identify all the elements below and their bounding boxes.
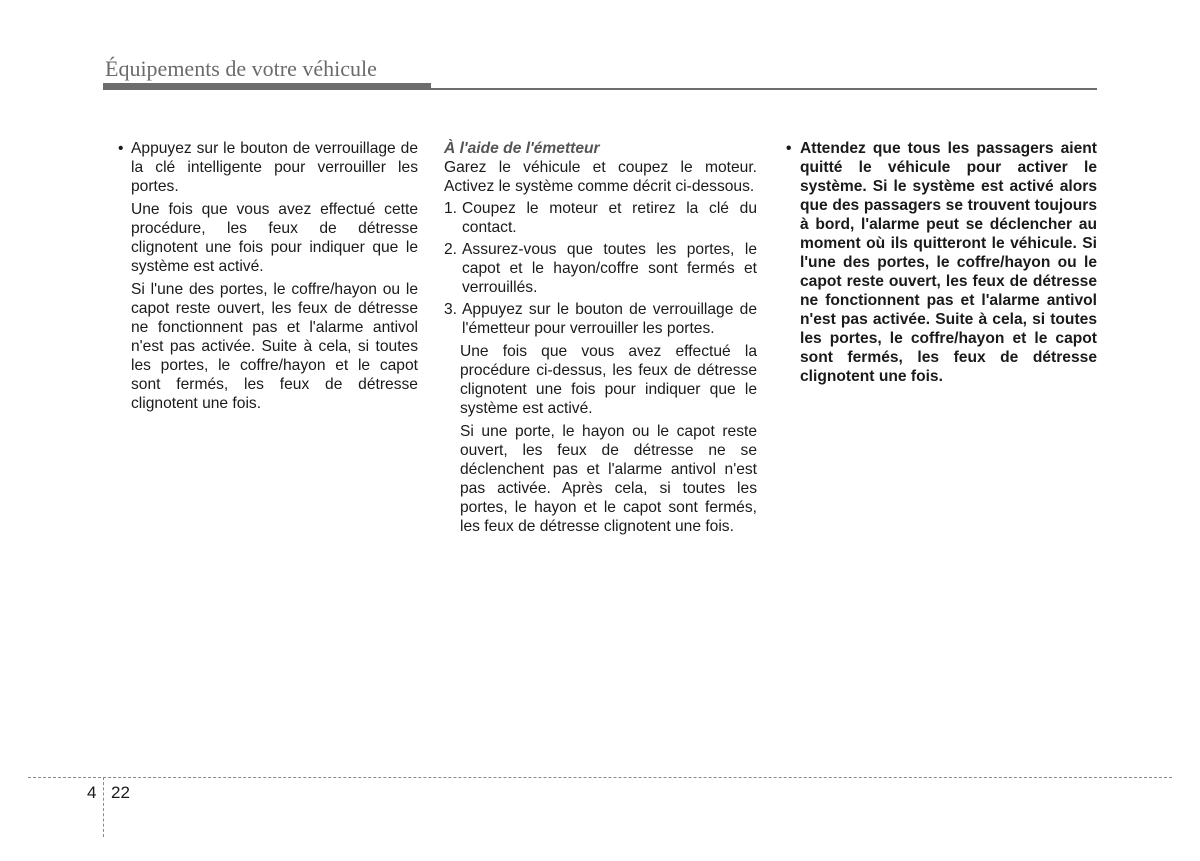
numbered-step [444,199,757,237]
intro-paragraph: Garez le véhicule et coupez le moteur. Activez le système comme décrit ci-dessous. [444,159,757,195]
chapter-number: 4 [87,783,97,802]
step-number: 3. [444,301,458,318]
paragraph: Une fois que vous avez effectué cette procédure, les feux de détresse clignotent une fois pour indiquer que le système est activé. [131,201,418,275]
section-heading: À l'aide de l'émetteur [444,140,600,157]
bullet-marker: • [118,140,124,157]
bullet-marker: • [786,140,792,157]
step-text: Appuyez sur le bouton de verrouillage de l'émetteur pour verrouiller les portes. [462,301,757,337]
header-rule-thick [103,83,431,90]
numbered-step [444,300,757,338]
paragraph: Si l'une des portes, le coffre/hayon ou le capot reste ouvert, les feux de détresse ne fonctionnent pas et l'alarme antivol n'est pas activée. Suite à cela, si toutes les portes, le coffre/hayon et le capot sont fermés, les feux de détresse clignotent une fois. [131,281,418,412]
step-text: Coupez le moteur et retirez la clé du contact. [462,200,757,236]
bullet-text: Appuyez sur le bouton de verrouillage de la clé intelligente pour verrouiller les portes. [131,140,418,195]
footer-rule [28,777,1172,778]
step-number: 2. [444,241,458,258]
bullet-item [118,139,418,196]
numbered-step [444,240,757,297]
page-title: Équipements de votre véhicule [105,56,377,81]
paragraph: Si une porte, le hayon ou le capot reste ouvert, les feux de détresse ne se déclenchent pas et l'alarme antivol n'est pas activée. Après cela, si toutes les portes, le hayon et le capot sont fermés, les feux de détresse clignotent une fois. [460,423,757,535]
bullet-text: Attendez que tous les passagers aient quitté le véhicule pour activer le système. Si le système est activé alors que des passagers se trouvent toujours à bord, l'alarme peut se déclencher au moment où ils quitteront le véhicule. Si l'une des portes, le coffre/hayon ou le capot reste ouvert, les feux de détresse ne fonctionnent pas et l'alarme antivol n'est pas activée. Suite à cela, si toutes les portes, le coffre/hayon et le capot sont fermés, les feux de détresse clignotent une fois. [800,140,1097,385]
page-number: 22 [111,783,130,802]
column-left [118,139,418,413]
column-right [786,139,1097,386]
paragraph: Une fois que vous avez effectué la procédure ci-dessus, les feux de détresse clignotent une fois pour indiquer que le système est activé. [460,343,757,417]
header-rule-thin [431,88,1097,90]
footer-separator [103,777,104,837]
step-number: 1. [444,200,458,217]
step-text: Assurez-vous que toutes les portes, le capot et le hayon/coffre sont fermés et verrouillés. [462,241,757,296]
column-middle [444,139,757,536]
bullet-item [786,139,1097,386]
